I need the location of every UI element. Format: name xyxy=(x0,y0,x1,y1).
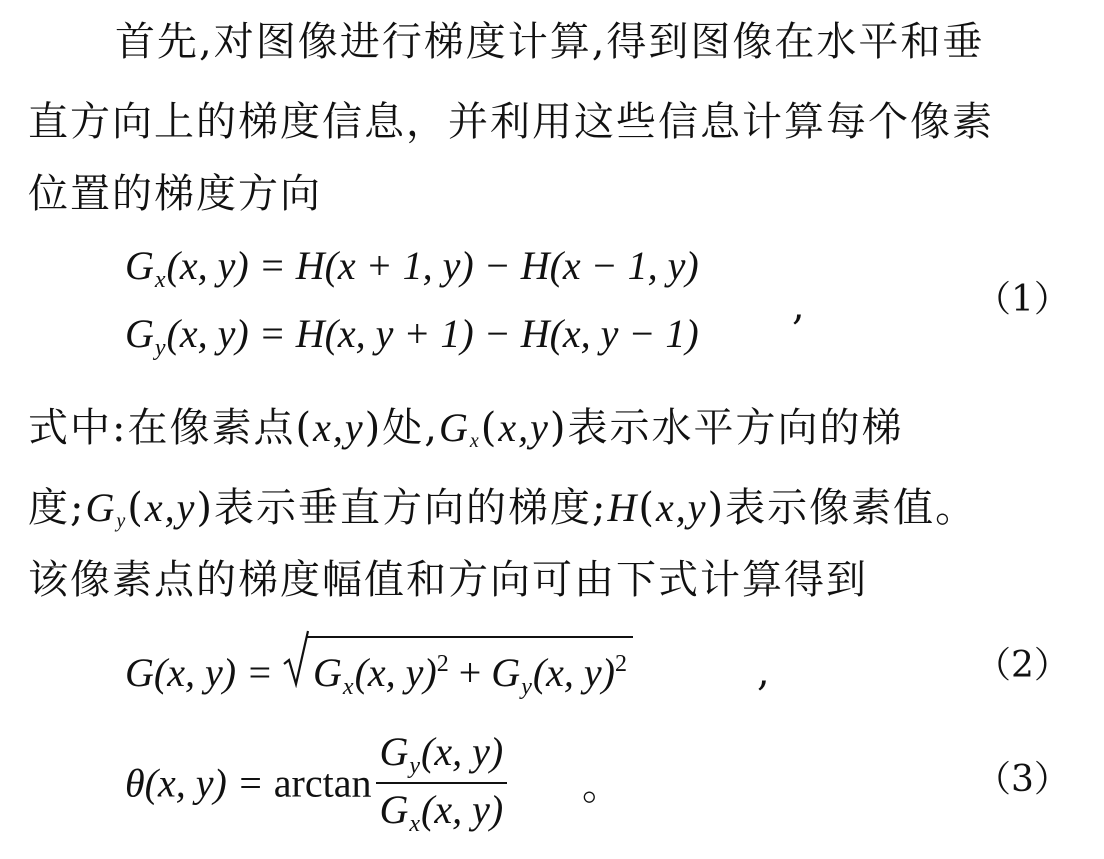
eq3-fraction xyxy=(376,728,508,838)
equation3-period: 。 xyxy=(582,763,622,809)
equation2-comma: , xyxy=(757,649,770,695)
p2-l2-e: )表示像素值。 xyxy=(707,485,978,531)
p2-l2-g: G xyxy=(85,485,117,530)
eq3-den-sub: x xyxy=(409,811,421,837)
eq3-num-g: G xyxy=(379,729,409,774)
p2-l2-xy: x,y xyxy=(144,485,197,530)
eq1-row2-sub: y xyxy=(154,335,166,361)
eq3-func: arctan xyxy=(273,760,372,806)
paragraph2-line2 xyxy=(28,484,977,545)
p2-l2-gsub: y xyxy=(116,510,128,532)
eq2-t1-args: (x, y) xyxy=(354,650,437,695)
sqrt-icon xyxy=(283,630,309,688)
eq2-sqrt xyxy=(283,636,633,711)
eq2-radicand xyxy=(307,636,633,711)
p2-l1-a: 式中:在像素点( xyxy=(28,405,314,451)
p2-l2-b: ( xyxy=(127,485,145,531)
eq3-den-args: (x, y) xyxy=(421,787,504,832)
paragraph1-line3: 位置的梯度方向 xyxy=(28,171,322,217)
eq2-t2-sub: y xyxy=(521,674,532,700)
p2-l1-c: ( xyxy=(480,405,499,451)
eq3-num-sub: y xyxy=(409,753,421,779)
eq3-lhs: θ(x, y) = xyxy=(125,760,264,806)
p2-l1-gsub: x xyxy=(469,430,481,452)
p2-l1-xy2: x,y xyxy=(498,405,550,450)
p2-l1-xy: x,y xyxy=(313,405,365,450)
paragraph2-line3: 该像素点的梯度幅值和方向可由下式计算得到 xyxy=(28,557,868,603)
eq3-num-args: (x, y) xyxy=(421,729,504,774)
equation1-comma: , xyxy=(792,283,805,329)
eq3-denominator xyxy=(376,784,508,838)
p2-l1-b: )处, xyxy=(364,405,439,451)
p2-l1-g: G xyxy=(438,405,470,450)
p2-l2-d: ( xyxy=(638,485,656,531)
eq1-row1-args: (x, y) = H(x + 1, y) − H(x − 1, y) xyxy=(166,243,699,288)
equation1-number: （1） xyxy=(975,279,1070,320)
eq1-row1-lhs: G xyxy=(125,243,154,288)
eq2-t1-sub: x xyxy=(342,674,354,700)
eq1-row1-sub: x xyxy=(154,267,166,293)
equation3-number: （3） xyxy=(975,759,1070,800)
eq2-t2-args: (x, y) xyxy=(532,650,615,695)
eq2-plus: + xyxy=(448,650,492,695)
equation1-row2 xyxy=(125,310,699,372)
equation2 xyxy=(125,636,633,711)
eq1-row2-lhs: G xyxy=(125,311,154,356)
paragraph1-line1: 首先,对图像进行梯度计算,得到图像在水平和垂 xyxy=(115,19,985,65)
paragraph2-line1 xyxy=(28,404,903,465)
p2-l1-d: )表示水平方向的梯 xyxy=(549,405,904,451)
equation1-row1 xyxy=(125,242,699,304)
eq2-t1-g: G xyxy=(313,650,342,695)
eq3-numerator xyxy=(376,728,508,784)
p2-l2-xy2: x,y xyxy=(655,485,708,530)
eq3-den-g: G xyxy=(379,787,409,832)
p2-l2-c: )表示垂直方向的梯度; xyxy=(196,485,608,531)
equation2-number: （2） xyxy=(975,645,1070,686)
eq2-t2-pow: 2 xyxy=(615,651,627,677)
eq2-lhs: G(x, y) = xyxy=(125,650,274,695)
equation3 xyxy=(125,728,507,838)
p2-l2-a: 度; xyxy=(28,485,86,531)
paragraph1-line2: 直方向上的梯度信息，并利用这些信息计算每个像素 xyxy=(28,99,994,145)
eq1-row2-args: (x, y) = H(x, y + 1) − H(x, y − 1) xyxy=(166,311,699,356)
eq2-t2-g: G xyxy=(491,650,521,695)
eq2-t1-pow: 2 xyxy=(436,651,449,677)
p2-l2-h: H xyxy=(607,485,639,530)
